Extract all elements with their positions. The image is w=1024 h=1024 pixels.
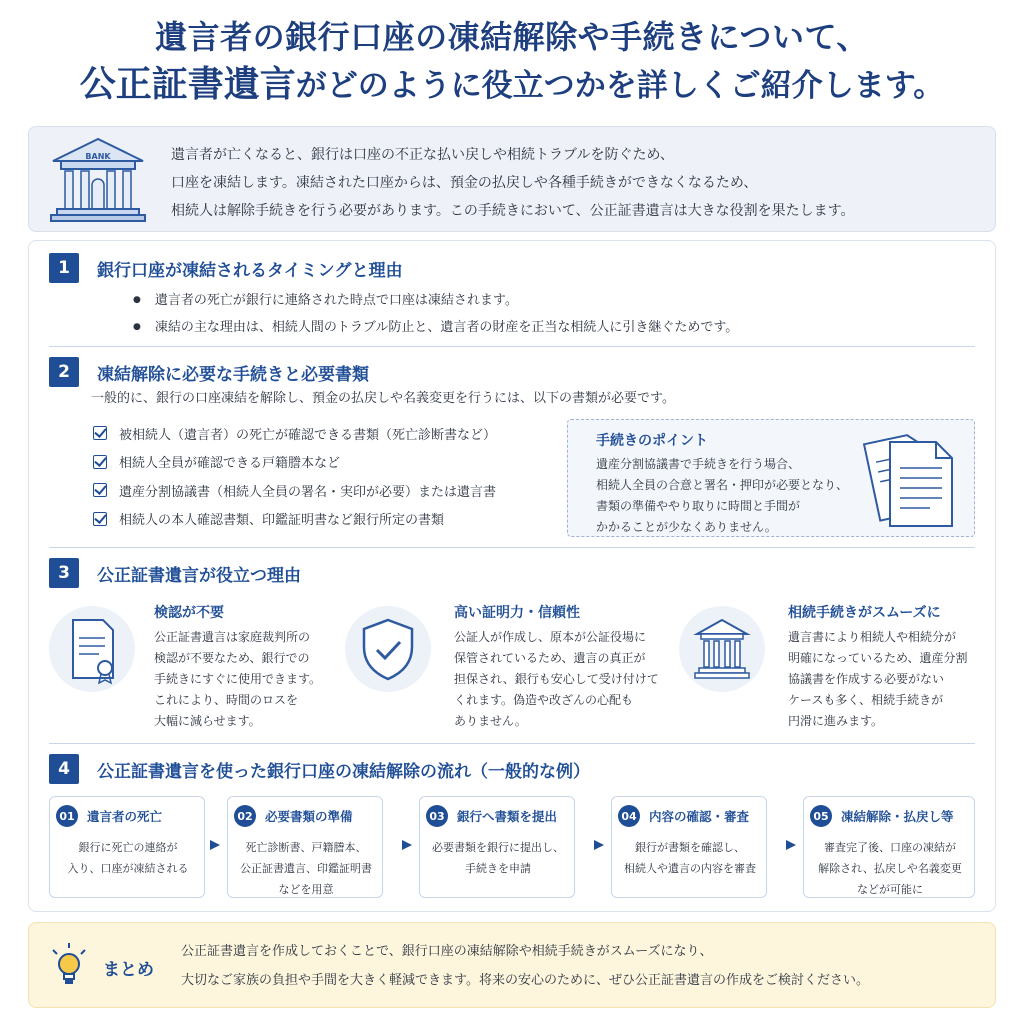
checklist-item xyxy=(93,505,496,534)
card-title: 相続手続きがスムーズに xyxy=(788,605,941,621)
intro-line: 遺言者が亡くなると、銀行は口座の不正な払い戻しや相続トラブルを防ぐため、 xyxy=(171,147,674,163)
summary-line: 公正証書遺言を作成しておくことで、銀行口座の凍結解除や相続手続きがスムーズになり、 xyxy=(181,944,713,959)
intro-line: 口座を凍結します。凍結された口座からは、預金の払戻しや各種手続きができなくなるため、 xyxy=(171,175,758,191)
section-number: 2 xyxy=(49,357,79,387)
flow-step xyxy=(227,796,383,898)
summary-body xyxy=(181,937,869,995)
main-panel xyxy=(28,240,996,912)
step-body xyxy=(428,837,568,879)
card-body xyxy=(788,627,968,732)
section-3-header xyxy=(49,558,301,588)
section-title: 凍結解除に必要な手続きと必要書類 xyxy=(97,364,369,385)
step-line: 銀行が書類を確認し、 xyxy=(635,841,745,854)
card-line: 保管されているため、遺言の真正が xyxy=(454,651,646,665)
card-line: ありません。 xyxy=(454,714,527,728)
step-line: 相続人や遺言の内容を審査 xyxy=(624,862,756,875)
arrow-right-icon xyxy=(593,839,605,851)
card-icon-bg xyxy=(49,606,135,692)
step-body xyxy=(620,837,760,879)
checklist-item xyxy=(93,476,496,505)
card-line: これにより、時間のロスを xyxy=(154,693,299,707)
arrow-right-icon xyxy=(209,839,221,851)
step-line: 手続きを申請 xyxy=(465,862,531,875)
step-number: 02 xyxy=(234,805,256,827)
section-1-bullets xyxy=(133,288,738,342)
checkbox-icon xyxy=(93,483,107,497)
bank-sign: BANK xyxy=(85,152,111,161)
flow-step xyxy=(611,796,767,898)
point-line: 相続人全員の合意と署名・押印が必要となり、 xyxy=(596,478,849,492)
step-line: 解除され、払戻しや名義変更 xyxy=(818,862,962,875)
step-title: 遺言者の死亡 xyxy=(87,809,163,824)
point-heading: 手続きのポイント xyxy=(596,433,708,449)
summary-heading: まとめ xyxy=(103,960,154,980)
flow-step xyxy=(803,796,975,898)
card-line: 公正証書遺言は家庭裁判所の xyxy=(154,630,311,644)
section-title: 銀行口座が凍結されるタイミングと理由 xyxy=(97,260,403,281)
section-number: 4 xyxy=(49,754,79,784)
step-number: 01 xyxy=(56,805,78,827)
checkbox-icon xyxy=(93,426,107,440)
arrow-right-icon xyxy=(785,839,797,851)
point-line: かかることが少なくありません。 xyxy=(596,520,777,534)
card-body xyxy=(454,627,659,732)
step-title: 内容の確認・審査 xyxy=(649,809,750,824)
step-line: 公正証書遺言、印鑑証明書 xyxy=(240,862,372,875)
intro-panel xyxy=(28,126,996,232)
card-line: ケースも多く、相続手続きが xyxy=(788,693,944,707)
step-number: 03 xyxy=(426,805,448,827)
card-line: 担保され、銀行も安心して受け付けて xyxy=(454,672,659,686)
card-icon-bg xyxy=(679,606,765,692)
title-line-1: 遺言者の銀行口座の凍結解除や手続きについて、 xyxy=(155,18,869,56)
section-4-header xyxy=(49,754,590,784)
section-title: 公正証書遺言が役立つ理由 xyxy=(97,565,301,586)
card-line: 大幅に減らせます。 xyxy=(154,714,261,728)
card-icon-bg xyxy=(345,606,431,692)
step-number: 04 xyxy=(618,805,640,827)
bullet-item: ● 遺言者の死亡が銀行に連絡された時点で口座は凍結されます。 xyxy=(133,288,738,315)
step-line: 必要書類を銀行に提出し、 xyxy=(432,841,564,854)
summary-line: 大切なご家族の負担や手間を大きく軽減できます。将来の安心のために、ぜひ公正証書遺言の作成をご検討ください。 xyxy=(181,973,869,988)
checklist-label: 相続人全員が確認できる戸籍謄本など xyxy=(119,456,341,472)
bank-icon xyxy=(47,133,149,225)
step-line: 審査完了後、口座の凍結が xyxy=(824,841,956,854)
page-title xyxy=(0,14,1024,110)
arrow-right-icon xyxy=(401,839,413,851)
section-2-intro: 一般的に、銀行の口座凍結を解除し、預金の払戻しや名義変更を行うには、以下の書類が必要です。 xyxy=(91,391,675,406)
step-line: 入り、口座が凍結される xyxy=(67,862,189,875)
step-title: 必要書類の準備 xyxy=(265,809,353,824)
checklist-label: 被相続人（遺言者）の死亡が確認できる書類（死亡診断書など） xyxy=(119,427,497,443)
point-body xyxy=(596,454,848,538)
title-line-2-rest: がどのように役立つかを詳しくご紹介します。 xyxy=(295,68,945,104)
checkbox-icon xyxy=(93,512,107,526)
card-line: 遺言書により相続人や相続分が xyxy=(788,630,957,644)
documents-icon xyxy=(858,424,958,532)
required-documents-checklist xyxy=(93,419,496,533)
step-line: などが可能に xyxy=(857,883,923,896)
card-line: 明確になっているため、遺産分割 xyxy=(788,651,968,665)
intro-text xyxy=(171,141,854,225)
section-number: 3 xyxy=(49,558,79,588)
step-body xyxy=(58,837,198,879)
section-1-header xyxy=(49,253,403,283)
point-line: 書類の準備ややり取りに時間と手間が xyxy=(596,499,801,513)
bullet-item: ● 凍結の主な理由は、相続人間のトラブル防止と、遺言者の財産を正当な相続人に引き継ぐためです。 xyxy=(133,315,738,342)
step-body xyxy=(236,837,376,900)
checklist-item xyxy=(93,448,496,477)
step-body xyxy=(812,837,968,900)
step-line: 銀行に死亡の連絡が xyxy=(78,841,178,854)
certificate-icon xyxy=(49,606,135,692)
card-line: 検認が不要なため、銀行での xyxy=(154,651,310,665)
card-line: 手続きにすぐに使用できます。 xyxy=(154,672,322,686)
section-title: 公正証書遺言を使った銀行口座の凍結解除の流れ（一般的な例） xyxy=(97,761,590,782)
step-number: 05 xyxy=(810,805,832,827)
step-line: 死亡診断書、戸籍謄本、 xyxy=(245,841,367,854)
checklist-label: 相続人の本人確認書類、印鑑証明書など銀行所定の書類 xyxy=(119,513,445,529)
card-line: くれます。偽造や改ざんの心配も xyxy=(454,693,634,707)
card-body xyxy=(154,627,321,732)
card-title: 検認が不要 xyxy=(154,605,224,621)
card-line: 円滑に進みます。 xyxy=(788,714,884,728)
checklist-item xyxy=(93,419,496,448)
lightbulb-icon xyxy=(49,941,89,991)
checklist-label: 遺産分割協議書（相続人全員の署名・実印が必要）または遺言書 xyxy=(119,484,497,500)
summary-panel xyxy=(28,922,996,1008)
intro-line: 相続人は解除手続きを行う必要があります。この手続きにおいて、公正証書遺言は大きな役割を果たします。 xyxy=(171,203,855,219)
title-line-2 xyxy=(0,60,1024,110)
card-line: 協議書を作成する必要がない xyxy=(788,672,945,686)
step-title: 凍結解除・払戻し等 xyxy=(841,809,954,824)
flow-step xyxy=(419,796,575,898)
divider xyxy=(49,346,975,347)
shield-check-icon xyxy=(345,606,431,692)
card-line: 公証人が作成し、原本が公証役場に xyxy=(454,630,647,644)
procedure-point-box xyxy=(567,419,975,537)
title-emphasis: 公正証書遺言 xyxy=(79,63,296,105)
step-title: 銀行へ書類を提出 xyxy=(457,809,558,824)
flow-step xyxy=(49,796,205,898)
point-line: 遺産分割協議書で手続きを行う場合、 xyxy=(596,457,801,471)
checkbox-icon xyxy=(93,455,107,469)
section-2-header xyxy=(49,357,369,387)
bank-icon xyxy=(679,606,765,692)
divider xyxy=(49,743,975,744)
card-title: 高い証明力・信頼性 xyxy=(454,605,580,621)
divider xyxy=(49,547,975,548)
step-line: などを用意 xyxy=(278,883,334,896)
section-number: 1 xyxy=(49,253,79,283)
